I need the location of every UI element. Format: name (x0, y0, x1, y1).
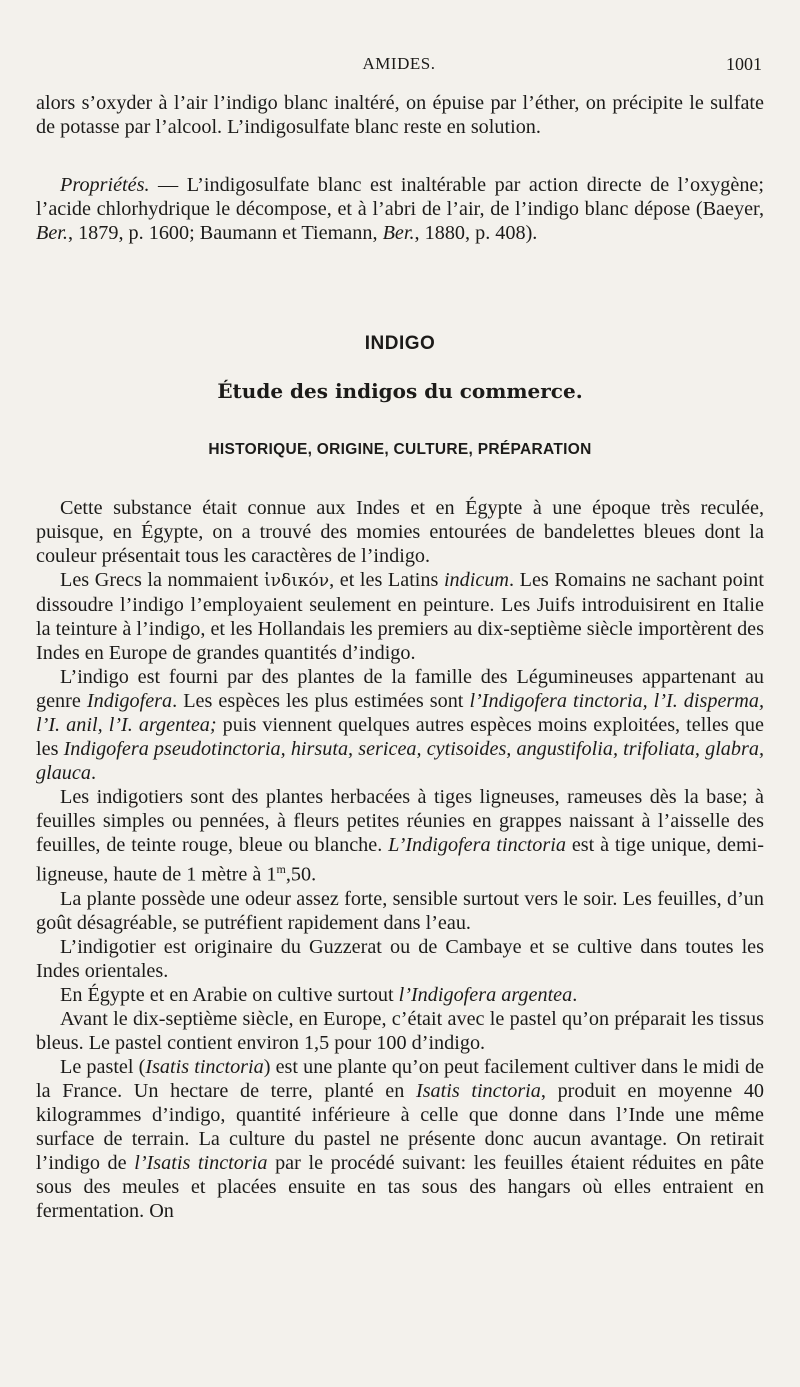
paragraph-pastel-culture: Le pastel (Isatis tinctoria) est une plante qu’on peut facilement cultiver dans le midi de la France. Un hectare de terre, planté en Isatis tinctoria, produit en moyenne 40 kilogrammes d’indigo, quantité inférieure à celle que donne dans l’Inde une même surface de terrain. La culture du pastel ne présente donc aucun avantage. On retirait l’indigo de l’Isatis tinctoria par le procédé suivant: les feuilles étaient réduites en pâte sous des meules et placées ensuite en tas sous des hangars où elles entraient en fermentation. On (36, 1055, 765, 1222)
paragraph-pastel-history: Avant le dix-septième siècle, en Europe, c’était avec le pastel qu’on préparait les tissus bleus. Le pastel contient environ 1,5 pour 100 d’indigo. (36, 1007, 764, 1054)
paragraph-origin: L’indigotier est originaire du Guzzerat ou de Cambaye et se cultive dans toutes les Indes orientales. (36, 935, 764, 982)
paragraph-odor: La plante possède une odeur assez forte, sensible surtout vers le soir. Les feuilles, d’un goût désagréable, se putréfient rapidement dans l’eau. (36, 887, 764, 934)
section-heading: HISTORIQUE, ORIGINE, CULTURE, PRÉPARATION (208, 441, 592, 458)
properties-label: Propriétés. (60, 174, 150, 196)
paragraph-antiquity: Cette substance était connue aux Indes et en Égypte à une époque très reculée, puisque, en Égypte, on a trouvé des momies entourées de bandelettes bleues dont la couleur présentait tous les caractères de l’indigo. (36, 497, 764, 567)
paragraph-greeks: Les Grecs la nommaient ἰνδικόν, et les Latins indicum. Les Romains ne sachant point dissoudre l’indigo l’employaient seulement en peinture. Les Juifs introduisirent en Italie la teinture à l’indigo, et les Hollandais les premiers au dix-septième siècle importèrent des Indes en Europe de grandes quantités d’indigo. (36, 569, 765, 664)
reference-ber-2: Ber. (382, 222, 415, 244)
greek-word: ἰνδικόν (263, 571, 330, 591)
reference-ber-1: Ber. (36, 222, 68, 244)
main-heading: INDIGO (364, 333, 436, 354)
properties-paragraph (36, 173, 764, 245)
page-header (36, 54, 762, 82)
sub-heading: Étude des indigos du commerce. (217, 379, 583, 403)
page-number: 1001 (726, 54, 762, 74)
unit-superscript: m (276, 862, 286, 876)
paragraph-species: L’indigo est fourni par des plantes de la famille des Légumineuses appartenant au genre Indigofera. Les espèces les plus estimées sont l’Indigofera tinctoria, l’I. disperma, l’I. anil, l’I. argentea; puis viennent quelques autres espèces moins exploitées, telles que les Indigofera pseudotinctoria, hirsuta, sericea, cytisoides, angustifolia, trifoliata, glabra, glauca. (36, 666, 764, 784)
running-title: AMIDES. (362, 54, 436, 73)
properties-text: Propriétés. — L’indigosulfate blanc est inaltérable par action directe de l’oxygène; l’acide chlorhydrique le décompose, et à l’abri de l’air, de l’indigo blanc dépose (Baeyer, Ber., 1879, p. 1600; Baumann et Tiemann, Ber., 1880, p. 408). (36, 174, 764, 244)
paragraph-description: Les indigotiers sont des plantes herbacées à tiges ligneuses, rameuses dès la base; à feuilles simples ou pennées, à fleurs petites réunies en grappes naissant à l’aisselle des feuilles, de teinte rouge, bleue ou blanche. L’Indigofera tinctoria est à tige unique, demi-ligneuse, haute de 1 mètre à 1$^m$,50. (36, 786, 764, 886)
body-text (36, 496, 764, 1223)
intro-paragraph (36, 91, 764, 139)
intro-text: alors s’oxyder à l’air l’indigo blanc inaltéré, on épuise par l’éther, on précipite le sulfate de potasse par l’alcool. L’indigosulfate blanc reste en solution. (36, 92, 764, 138)
paragraph-egypt: En Égypte et en Arabie on cultive surtout l’Indigofera argentea. (60, 983, 578, 1006)
